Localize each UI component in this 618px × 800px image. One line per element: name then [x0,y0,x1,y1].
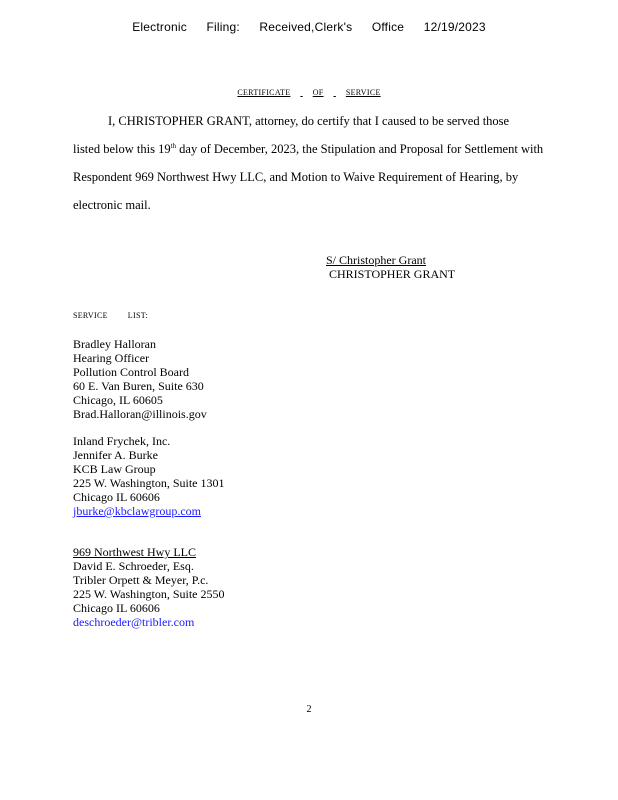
service-entry [73,434,225,518]
email-link[interactable]: jburke@kbclawgroup.com [73,504,202,518]
body-line-2 [73,142,573,157]
entry-line: 225 W. Washington, Suite 2550 [73,587,225,601]
entry-line: 225 W. Washington, Suite 1301 [73,476,225,490]
body-line-4: electronic mail. [73,198,151,212]
entry-line: Hearing Officer [73,351,150,365]
body-line-2a: listed below this 19 [73,142,171,157]
title-word-1: CERTIFICATE [237,88,291,97]
signature-line: S/ Christopher Grant [326,253,426,267]
header-electronic: Electronic [132,20,187,34]
header-received: Received,Clerk's [259,20,353,34]
body-line-2b: day of December, 2023, the Stipulation and Proposal for Settlement with [176,142,544,157]
body-line-3: Respondent 969 Northwest Hwy LLC, and Motion to Waive Requirement of Hearing, by [73,170,519,184]
entry-line: Chicago, IL 60605 [73,393,163,407]
body-line-1: I, CHRISTOPHER GRANT, attorney, do certify that I caused to be served those [108,114,510,128]
list-word: LIST: [127,311,149,320]
entry-line: Inland Frychek, Inc. [73,434,171,448]
page-number: 2 [306,704,312,715]
filing-header [0,20,618,34]
title-word-2: OF [312,88,324,97]
entry-line: Tribler Orpett & Meyer, P.c. [73,573,209,587]
certificate-title [0,88,618,97]
entry-line: 969 Northwest Hwy LLC [73,545,196,559]
title-word-3: SERVICE [345,88,381,97]
header-filing: Filing: [206,20,240,34]
service-list-title [73,311,168,320]
entry-line: KCB Law Group [73,462,156,476]
entry-line: Pollution Control Board [73,365,190,379]
email-link[interactable]: deschroeder@tribler.com [73,615,195,629]
entry-line: 60 E. Van Buren, Suite 630 [73,379,204,393]
entry-line: Chicago IL 60606 [73,601,160,615]
entry-line: Chicago IL 60606 [73,490,160,504]
body-line-2-sup: th [170,142,177,150]
header-date: 12/19/2023 [423,20,486,34]
service-entry [73,337,207,421]
entry-line: David E. Schroeder, Esq. [73,559,194,573]
signature-name: CHRISTOPHER GRANT [329,267,456,281]
entry-line: Bradley Halloran [73,337,156,351]
service-word: SERVICE [73,311,108,320]
entry-email: Brad.Halloran@illinois.gov [73,407,207,421]
entry-line: Jennifer A. Burke [73,448,158,462]
service-entry [73,545,225,629]
header-office: Office [371,20,405,34]
